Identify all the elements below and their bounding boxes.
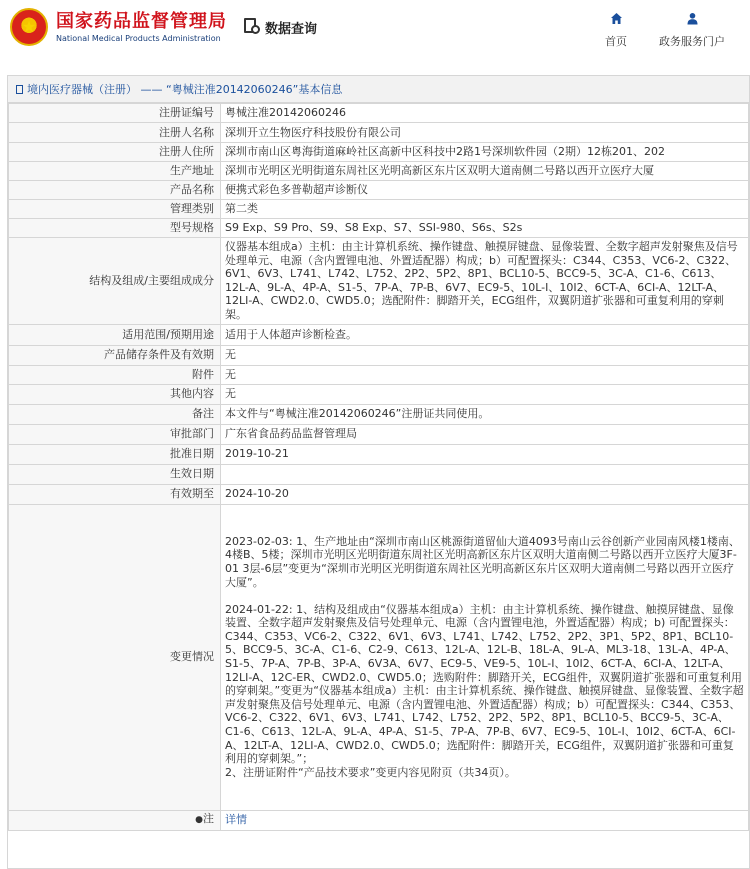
- table-row: [9, 324, 749, 345]
- field-value: 无: [221, 345, 749, 365]
- field-label: 产品名称: [9, 181, 221, 200]
- table-row: [9, 200, 749, 219]
- field-value: 深圳开立生物医疗科技股份有限公司: [221, 123, 749, 143]
- field-label: 注册证编号: [9, 104, 221, 123]
- table-row: [9, 384, 749, 404]
- table-row: [9, 104, 749, 123]
- field-value: 粤械注准20142060246: [221, 104, 749, 123]
- field-label: 批准日期: [9, 444, 221, 464]
- note-value-cell: [221, 810, 749, 830]
- field-value: 广东省食品药品监督管理局: [221, 424, 749, 444]
- table-row: [9, 238, 749, 325]
- home-icon: [610, 12, 623, 30]
- logo-title-en: National Medical Products Administration: [56, 33, 221, 43]
- nav-service-portal-label: 政务服务门户: [659, 35, 725, 48]
- panel-header: [8, 76, 749, 103]
- nav-home-label: 首页: [605, 35, 627, 48]
- field-label: 附件: [9, 365, 221, 384]
- field-value: 便携式彩色多普勒超声诊断仪: [221, 181, 749, 200]
- field-value: 第二类: [221, 200, 749, 219]
- field-value: 仪器基本组成a）主机：由主计算机系统、操作键盘、触摸屏键盘、显像装置、全数字超声发射聚焦及信号处理单元、电源（含内置锂电池、外置适配器）构成；b）可配置探头：C344、C353、VC6-2、C322、6V1、6V3、L741、L742、L752、2P2、5P2、8P1、BCL10-5、BCC9-5、3C-A、C1-6、C613、12L-A、9L-A、4P-A、S1-5、7P-A、7P-B、6V7、EC9-5、10L-I、10I2、6CT-A、6CI-A、12LT-A、12LI-A、CWD2.0、CWD5.0；选配附件：脚踏开关，ECG组件，双翼阴道扩张器和可重复利用的穿刺架。: [221, 238, 749, 325]
- table-row: [9, 365, 749, 384]
- nav-home[interactable]: [605, 12, 627, 49]
- table-row: [9, 181, 749, 200]
- table-row: [9, 504, 749, 810]
- note-row: [9, 810, 749, 830]
- panel-title: 境内医疗器械（注册） —— “粤械注准20142060246”基本信息: [27, 83, 343, 96]
- logo-title-cn: 国家药品监督管理局: [56, 10, 227, 32]
- table-row: [9, 404, 749, 424]
- device-info-panel: [7, 75, 750, 869]
- field-value: 2024-10-20: [221, 484, 749, 504]
- field-label: 型号规格: [9, 219, 221, 238]
- table-row: [9, 219, 749, 238]
- user-icon: [686, 12, 699, 30]
- note-label-cell: [9, 810, 221, 830]
- field-label: 产品储存条件及有效期: [9, 345, 221, 365]
- field-label: 有效期至: [9, 484, 221, 504]
- field-label: 审批部门: [9, 424, 221, 444]
- field-value: 适用于人体超声诊断检查。: [221, 324, 749, 345]
- field-value: S9 Exp、S9 Pro、S9、S8 Exp、S7、SSI-980、S6s、S2s: [221, 219, 749, 238]
- field-label: 生产地址: [9, 162, 221, 181]
- field-label: 注册人名称: [9, 123, 221, 143]
- table-row: [9, 464, 749, 484]
- pin-icon: ●: [195, 815, 203, 826]
- field-value: 2023-02-03: 1、生产地址由“深圳市南山区桃源街道留仙大道4093号南山云谷创新产业园南风楼1楼南、4楼B、5楼；深圳市光明区光明街道东周社区光明高新区东片区双明大道南侧二号路以西开立医疗大厦3F-01 3层-6层”变更为“深圳市光明区光明街道东周社区光明高新区东片区双明大道南侧二号路以西开立医疗大厦”。 2024-01-22: 1、结构及组成由“仪器基本组成a）主机：由主计算机系统、操作键盘、触摸屏键盘、显像装置、全数字超声发射聚焦及信号处理单元、电源（含内置锂电池，外置适配器）构成；b) 可配置探头：C344、C353、VC6-2、C322、6V1、6V3、L741、L742、L752、2P2、3P1、5P2、8P1、BCL10-5、BCC9-5、3C-A、C1-6、C2-9、C613、12L-A、12L-B、18L-A、9L-A、ML3-18、13L-A、4P-A、S1-5、7P-A、7P-B、3P-A、6V3A、6V7、EC9-5、VE9-5、10L-I、10I2、6CT-A、6CI-A、12LT-A、12LI-A、12C-ER、CWD2.0、CWD5.0；选购附件：脚踏开关，ECG组件，双翼阴道扩张器和可重复利用的穿刺架。”变更为“仪器基本组成a）主机：由主计算机系统、操作键盘、触摸屏键盘、显像装置、全数字超声发射聚焦及信号处理单元、电源（含内置锂电池、外置适配器）构成；b）可配置探头：C344、C353、VC6-2、C322、6V1、6V3、L741、L742、L752、2P2、5P2、8P1、BCL10-5、BCC9-5、3C-A、C1-6、C613、12L-A、9L-A、4P-A、S1-5、7P-A、7P-B、6V7、EC9-5、10L-I、10I2、6CT-A、6CI-A、12LT-A、12LI-A、CWD2.0、CWD5.0；选配附件：脚踏开关，ECG组件，双翼阴道扩张器和可重复利用的穿刺架。”； 2、注册证附件“产品技术要求”变更内容见附页（共34页）。: [221, 504, 749, 810]
- table-row: [9, 484, 749, 504]
- field-value: 深圳市南山区粤海街道麻岭社区高新中区科技中2路1号深圳软件园（2期）12栋201、202: [221, 143, 749, 162]
- field-value: [221, 464, 749, 484]
- table-row: [9, 345, 749, 365]
- field-label: 结构及组成/主要组成成分: [9, 238, 221, 325]
- details-link[interactable]: 详情: [225, 813, 247, 827]
- field-label: 管理类别: [9, 200, 221, 219]
- field-label: 注册人住所: [9, 143, 221, 162]
- table-row: [9, 424, 749, 444]
- table-row: [9, 123, 749, 143]
- national-emblem-icon: ★: [10, 8, 48, 46]
- site-logo[interactable]: [10, 8, 227, 46]
- field-value: 本文件与“粤械注准20142060246”注册证共同使用。: [221, 404, 749, 424]
- field-value: 无: [221, 365, 749, 384]
- data-query-link[interactable]: [243, 17, 317, 37]
- field-label: 备注: [9, 404, 221, 424]
- field-value: 2019-10-21: [221, 444, 749, 464]
- field-label: 适用范围/预期用途: [9, 324, 221, 345]
- nav-service-portal[interactable]: [659, 12, 725, 49]
- site-header: [0, 0, 750, 60]
- field-label: 其他内容: [9, 384, 221, 404]
- document-search-icon: [243, 17, 261, 37]
- table-row: [9, 162, 749, 181]
- table-row: [9, 444, 749, 464]
- note-label: 注: [203, 812, 214, 826]
- data-query-label: 数据查询: [265, 21, 318, 37]
- field-label: 变更情况: [9, 504, 221, 810]
- table-row: [9, 143, 749, 162]
- document-icon: [16, 85, 23, 94]
- field-value: 无: [221, 384, 749, 404]
- field-label: 生效日期: [9, 464, 221, 484]
- info-table: [8, 103, 749, 831]
- field-value: 深圳市光明区光明街道东周社区光明高新区东片区双明大道南侧二号路以西开立医疗大厦: [221, 162, 749, 181]
